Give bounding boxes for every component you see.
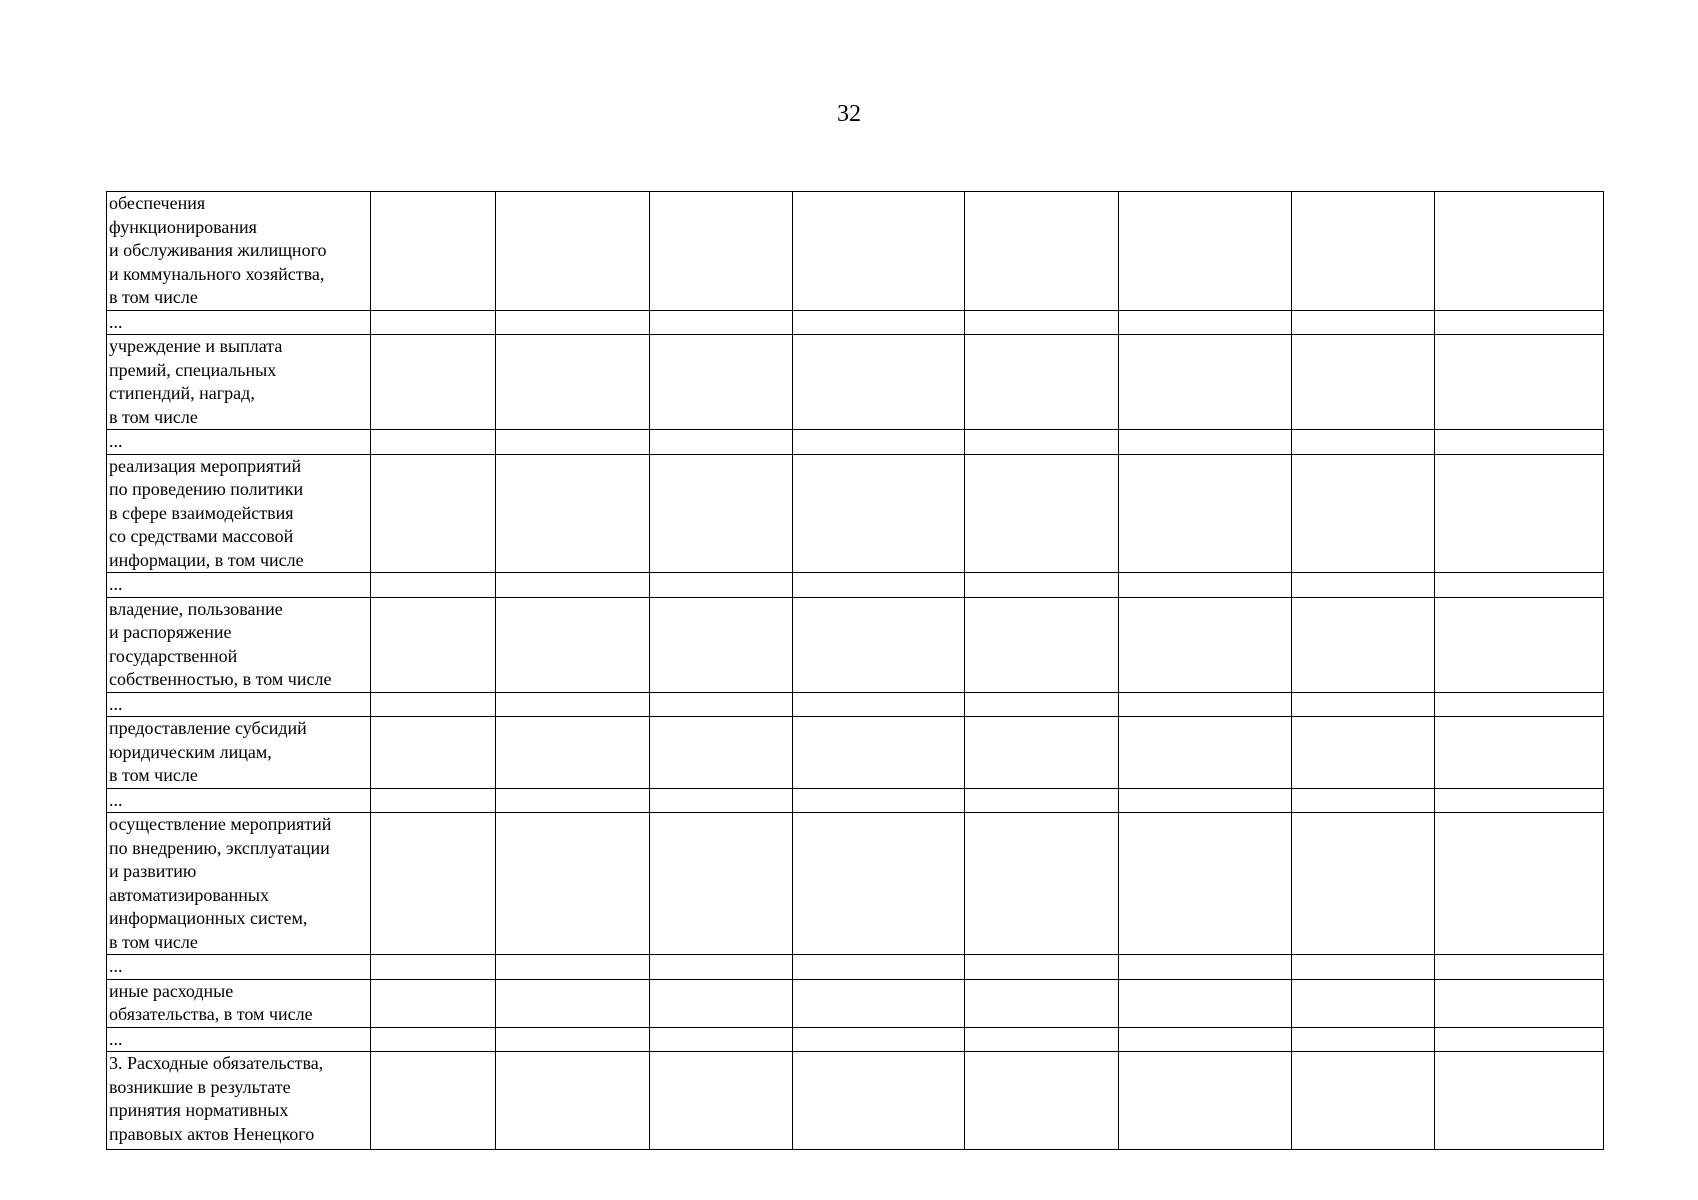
empty-cell xyxy=(793,1052,965,1150)
table-row xyxy=(107,955,1604,980)
row-label: 3. Расходные обязательства, возникшие в результате принятия нормативных правовых актов Ненецкого xyxy=(107,1052,371,1150)
empty-cell xyxy=(793,454,965,573)
empty-cell xyxy=(793,717,965,789)
table-row xyxy=(107,335,1604,430)
empty-cell xyxy=(1435,955,1604,980)
empty-cell xyxy=(371,1052,496,1150)
empty-cell xyxy=(650,335,793,430)
empty-cell xyxy=(965,454,1119,573)
table-row xyxy=(107,813,1604,955)
empty-cell xyxy=(965,788,1119,813)
empty-cell xyxy=(650,192,793,311)
empty-cell xyxy=(965,573,1119,598)
empty-cell xyxy=(496,573,650,598)
empty-cell xyxy=(650,979,793,1027)
table-row xyxy=(107,788,1604,813)
empty-cell xyxy=(1292,788,1435,813)
empty-cell xyxy=(496,430,650,455)
table-row xyxy=(107,192,1604,311)
empty-cell xyxy=(1119,1027,1292,1052)
empty-cell xyxy=(1119,430,1292,455)
empty-cell xyxy=(371,1027,496,1052)
empty-cell xyxy=(965,717,1119,789)
row-label: реализация мероприятий по проведению политики в сфере взаимодействия со средствами массовой информации, в том числе xyxy=(107,454,371,573)
empty-cell xyxy=(793,597,965,692)
empty-cell xyxy=(650,454,793,573)
table-row xyxy=(107,692,1604,717)
empty-cell xyxy=(965,979,1119,1027)
empty-cell xyxy=(1292,573,1435,598)
empty-cell xyxy=(1292,430,1435,455)
empty-cell xyxy=(1435,430,1604,455)
empty-cell xyxy=(650,310,793,335)
empty-cell xyxy=(793,573,965,598)
table-row xyxy=(107,1052,1604,1150)
page-number: 32 xyxy=(837,101,861,127)
empty-cell xyxy=(1435,788,1604,813)
empty-cell xyxy=(1292,335,1435,430)
empty-cell xyxy=(1435,1027,1604,1052)
empty-cell xyxy=(650,692,793,717)
empty-cell xyxy=(650,430,793,455)
empty-cell xyxy=(496,310,650,335)
empty-cell xyxy=(650,955,793,980)
table-row xyxy=(107,979,1604,1027)
empty-cell xyxy=(793,979,965,1027)
empty-cell xyxy=(1435,692,1604,717)
empty-cell xyxy=(1119,692,1292,717)
empty-cell xyxy=(496,1052,650,1150)
empty-cell xyxy=(371,335,496,430)
empty-cell xyxy=(496,692,650,717)
empty-cell xyxy=(496,788,650,813)
empty-cell xyxy=(965,335,1119,430)
empty-cell xyxy=(1119,717,1292,789)
row-label: ... xyxy=(107,430,371,455)
empty-cell xyxy=(1435,573,1604,598)
row-label: ... xyxy=(107,692,371,717)
empty-cell xyxy=(496,955,650,980)
empty-cell xyxy=(371,454,496,573)
empty-cell xyxy=(371,192,496,311)
empty-cell xyxy=(496,979,650,1027)
empty-cell xyxy=(965,597,1119,692)
empty-cell xyxy=(650,788,793,813)
row-label: владение, пользование и распоряжение государственной собственностью, в том числе xyxy=(107,597,371,692)
empty-cell xyxy=(1435,717,1604,789)
empty-cell xyxy=(793,430,965,455)
row-label: ... xyxy=(107,788,371,813)
empty-cell xyxy=(1435,979,1604,1027)
empty-cell xyxy=(793,310,965,335)
empty-cell xyxy=(1119,979,1292,1027)
table-row xyxy=(107,597,1604,692)
empty-cell xyxy=(793,1027,965,1052)
row-label: ... xyxy=(107,955,371,980)
empty-cell xyxy=(1435,192,1604,311)
empty-cell xyxy=(965,1052,1119,1150)
empty-cell xyxy=(1292,979,1435,1027)
empty-cell xyxy=(1119,573,1292,598)
empty-cell xyxy=(1119,955,1292,980)
table-row xyxy=(107,573,1604,598)
row-label: иные расходные обязательства, в том числе xyxy=(107,979,371,1027)
empty-cell xyxy=(1435,597,1604,692)
row-label: обеспечения функционирования и обслуживания жилищного и коммунального хозяйства, в том числе xyxy=(107,192,371,311)
empty-cell xyxy=(1119,310,1292,335)
empty-cell xyxy=(371,955,496,980)
empty-cell xyxy=(1292,1027,1435,1052)
table-row xyxy=(107,454,1604,573)
empty-cell xyxy=(1292,597,1435,692)
empty-cell xyxy=(793,955,965,980)
empty-cell xyxy=(1292,955,1435,980)
empty-cell xyxy=(650,717,793,789)
empty-cell xyxy=(371,597,496,692)
empty-cell xyxy=(1435,335,1604,430)
empty-cell xyxy=(965,955,1119,980)
empty-cell xyxy=(965,692,1119,717)
empty-cell xyxy=(650,573,793,598)
empty-cell xyxy=(496,1027,650,1052)
empty-cell xyxy=(1292,310,1435,335)
empty-cell xyxy=(1292,192,1435,311)
table-row xyxy=(107,310,1604,335)
empty-cell xyxy=(496,454,650,573)
empty-cell xyxy=(965,430,1119,455)
table-row xyxy=(107,717,1604,789)
empty-cell xyxy=(1435,1052,1604,1150)
row-label: предоставление субсидий юридическим лицам, в том числе xyxy=(107,717,371,789)
empty-cell xyxy=(1292,692,1435,717)
row-label: учреждение и выплата премий, специальных стипендий, наград, в том числе xyxy=(107,335,371,430)
empty-cell xyxy=(496,597,650,692)
empty-cell xyxy=(793,335,965,430)
empty-cell xyxy=(1292,717,1435,789)
empty-cell xyxy=(793,692,965,717)
empty-cell xyxy=(1435,454,1604,573)
empty-cell xyxy=(793,813,965,955)
table-body xyxy=(107,192,1604,1150)
empty-cell xyxy=(1435,813,1604,955)
obligations-table xyxy=(106,191,1604,1150)
table-row xyxy=(107,430,1604,455)
empty-cell xyxy=(965,813,1119,955)
empty-cell xyxy=(650,1027,793,1052)
empty-cell xyxy=(1119,335,1292,430)
empty-cell xyxy=(371,979,496,1027)
row-label: ... xyxy=(107,573,371,598)
empty-cell xyxy=(496,813,650,955)
empty-cell xyxy=(371,430,496,455)
empty-cell xyxy=(1435,310,1604,335)
row-label: ... xyxy=(107,310,371,335)
empty-cell xyxy=(371,310,496,335)
empty-cell xyxy=(1119,813,1292,955)
empty-cell xyxy=(650,813,793,955)
table-row xyxy=(107,1027,1604,1052)
empty-cell xyxy=(793,788,965,813)
empty-cell xyxy=(650,1052,793,1150)
empty-cell xyxy=(965,310,1119,335)
empty-cell xyxy=(650,597,793,692)
empty-cell xyxy=(1119,454,1292,573)
empty-cell xyxy=(1119,192,1292,311)
empty-cell xyxy=(496,192,650,311)
empty-cell xyxy=(496,717,650,789)
empty-cell xyxy=(371,573,496,598)
empty-cell xyxy=(1292,454,1435,573)
row-label: ... xyxy=(107,1027,371,1052)
empty-cell xyxy=(371,813,496,955)
empty-cell xyxy=(1292,1052,1435,1150)
row-label: осуществление мероприятий по внедрению, эксплуатации и развитию автоматизированных информационных систем, в том числе xyxy=(107,813,371,955)
empty-cell xyxy=(965,1027,1119,1052)
empty-cell xyxy=(1119,1052,1292,1150)
empty-cell xyxy=(371,692,496,717)
empty-cell xyxy=(965,192,1119,311)
empty-cell xyxy=(371,717,496,789)
empty-cell xyxy=(496,335,650,430)
empty-cell xyxy=(1119,788,1292,813)
empty-cell xyxy=(1292,813,1435,955)
empty-cell xyxy=(793,192,965,311)
empty-cell xyxy=(371,788,496,813)
empty-cell xyxy=(1119,597,1292,692)
